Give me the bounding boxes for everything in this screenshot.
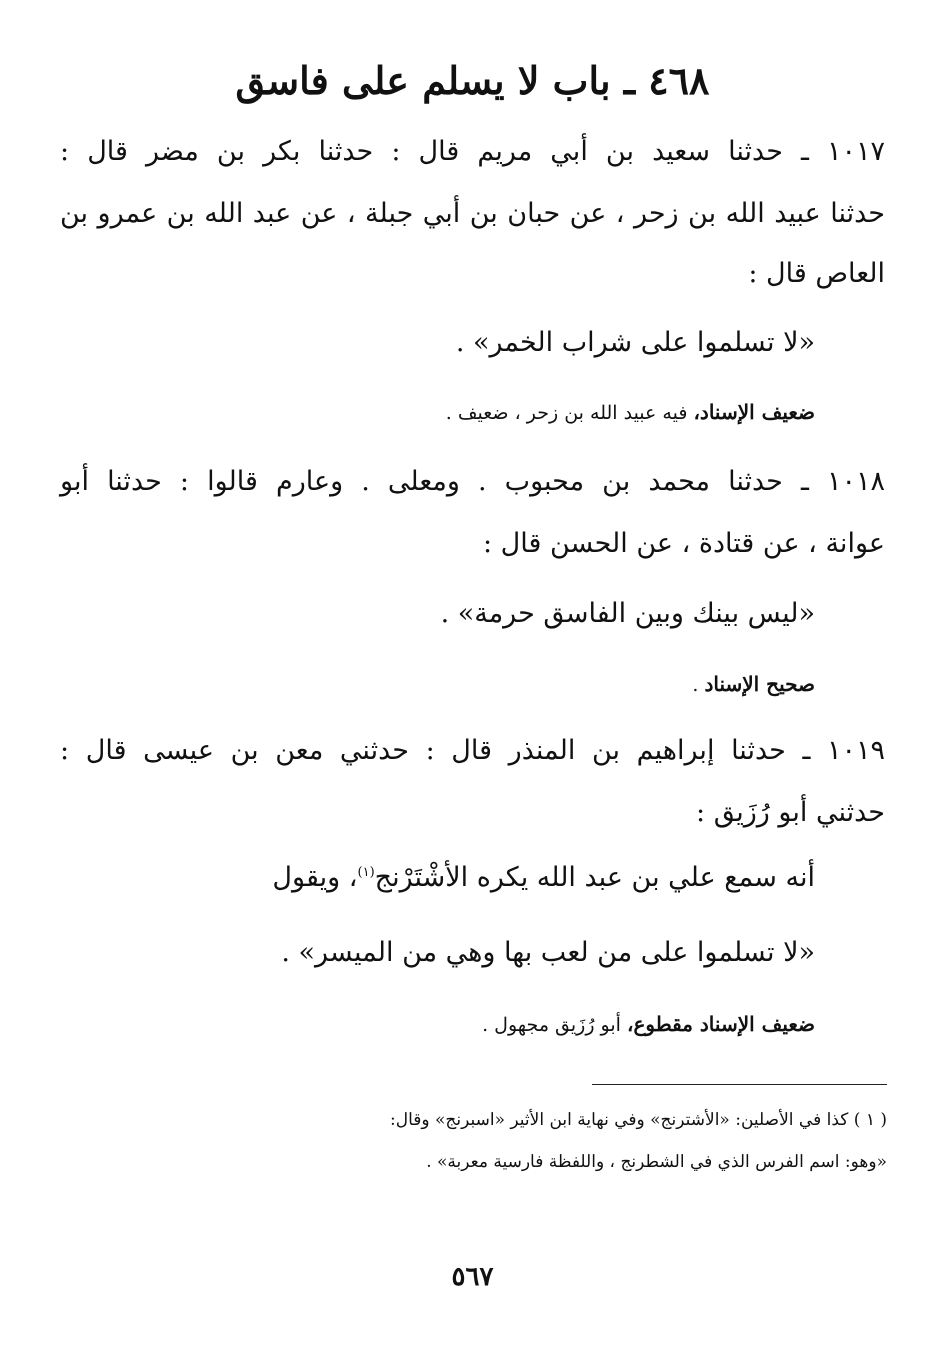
hadith-1018-line-1: ١٠١٨ ـ حدثنا محمد بن محبوب . ومعلى . وعارم قالوا : حدثنا أبو: [60, 466, 885, 497]
hadith-1018-quote: «ليس بينك وبين الفاسق حرمة» .: [440, 598, 815, 629]
hadith-1019-grade-label: ضعيف الإسناد مقطوع،: [626, 1012, 815, 1036]
hadith-1018-grade: [60, 672, 815, 697]
hadith-1017-quote: «لا تسلموا على شراب الخمر» .: [455, 327, 815, 358]
hadith-1017-grade-note: فيه عبيد الله بن زحر ، ضعيف .: [445, 402, 694, 424]
footnote-line-1: ( ١ ) كذا في الأصلين: «الأشترنج» وفي نهاية ابن الأثير «اسبرنج» وقال:: [390, 1110, 887, 1130]
hadith-1019-line-1: ١٠١٩ ـ حدثنا إبراهيم بن المنذر قال : حدثني معن بن عيسى قال :: [60, 735, 885, 766]
hadith-1019-line-2: حدثني أبو رُزَيق :: [696, 797, 885, 828]
hadith-1018-grade-note: .: [692, 674, 705, 696]
hadith-1019-quote: «لا تسلموا على من لعب بها وهي من الميسر» .: [281, 937, 815, 968]
hadith-1017-line-1: ١٠١٧ ـ حدثنا سعيد بن أبي مريم قال : حدثنا بكر بن مضر قال :: [60, 136, 885, 167]
footnote-line-2: «وهو: اسم الفرس الذي في الشطرنج ، واللفظة فارسية معربة» .: [426, 1152, 887, 1172]
hadith-1017-line-2: حدثنا عبيد الله بن زحر ، عن حبان بن أبي جبلة ، عن عبد الله بن عمرو بن: [60, 198, 885, 229]
hadith-1019-grade: [60, 1012, 815, 1037]
footnote-separator: [592, 1084, 887, 1085]
hadith-1019-line-3: [60, 862, 815, 894]
hadith-1017-grade-label: ضعيف الإسناد،: [693, 400, 815, 424]
hadith-1019-line-3-end: ، ويقول: [272, 862, 358, 893]
hadith-1018-grade-label: صحيح الإسناد: [704, 672, 815, 696]
hadith-1019-line-3-text: أنه سمع علي بن عبد الله يكره الأشْتَرْنج: [374, 862, 815, 893]
chapter-title: ٤٦٨ ـ باب لا يسلم على فاسق: [235, 58, 710, 103]
hadith-1018-line-2: عوانة ، عن قتادة ، عن الحسن قال :: [482, 528, 885, 559]
hadith-1017-grade: [60, 400, 815, 425]
footnote-marker: (١): [357, 865, 375, 880]
page-number: ٥٦٧: [451, 1262, 494, 1292]
hadith-1019-grade-note: أبو رُزَيق مجهول .: [482, 1014, 627, 1036]
hadith-1017-line-3: العاص قال :: [748, 258, 885, 289]
